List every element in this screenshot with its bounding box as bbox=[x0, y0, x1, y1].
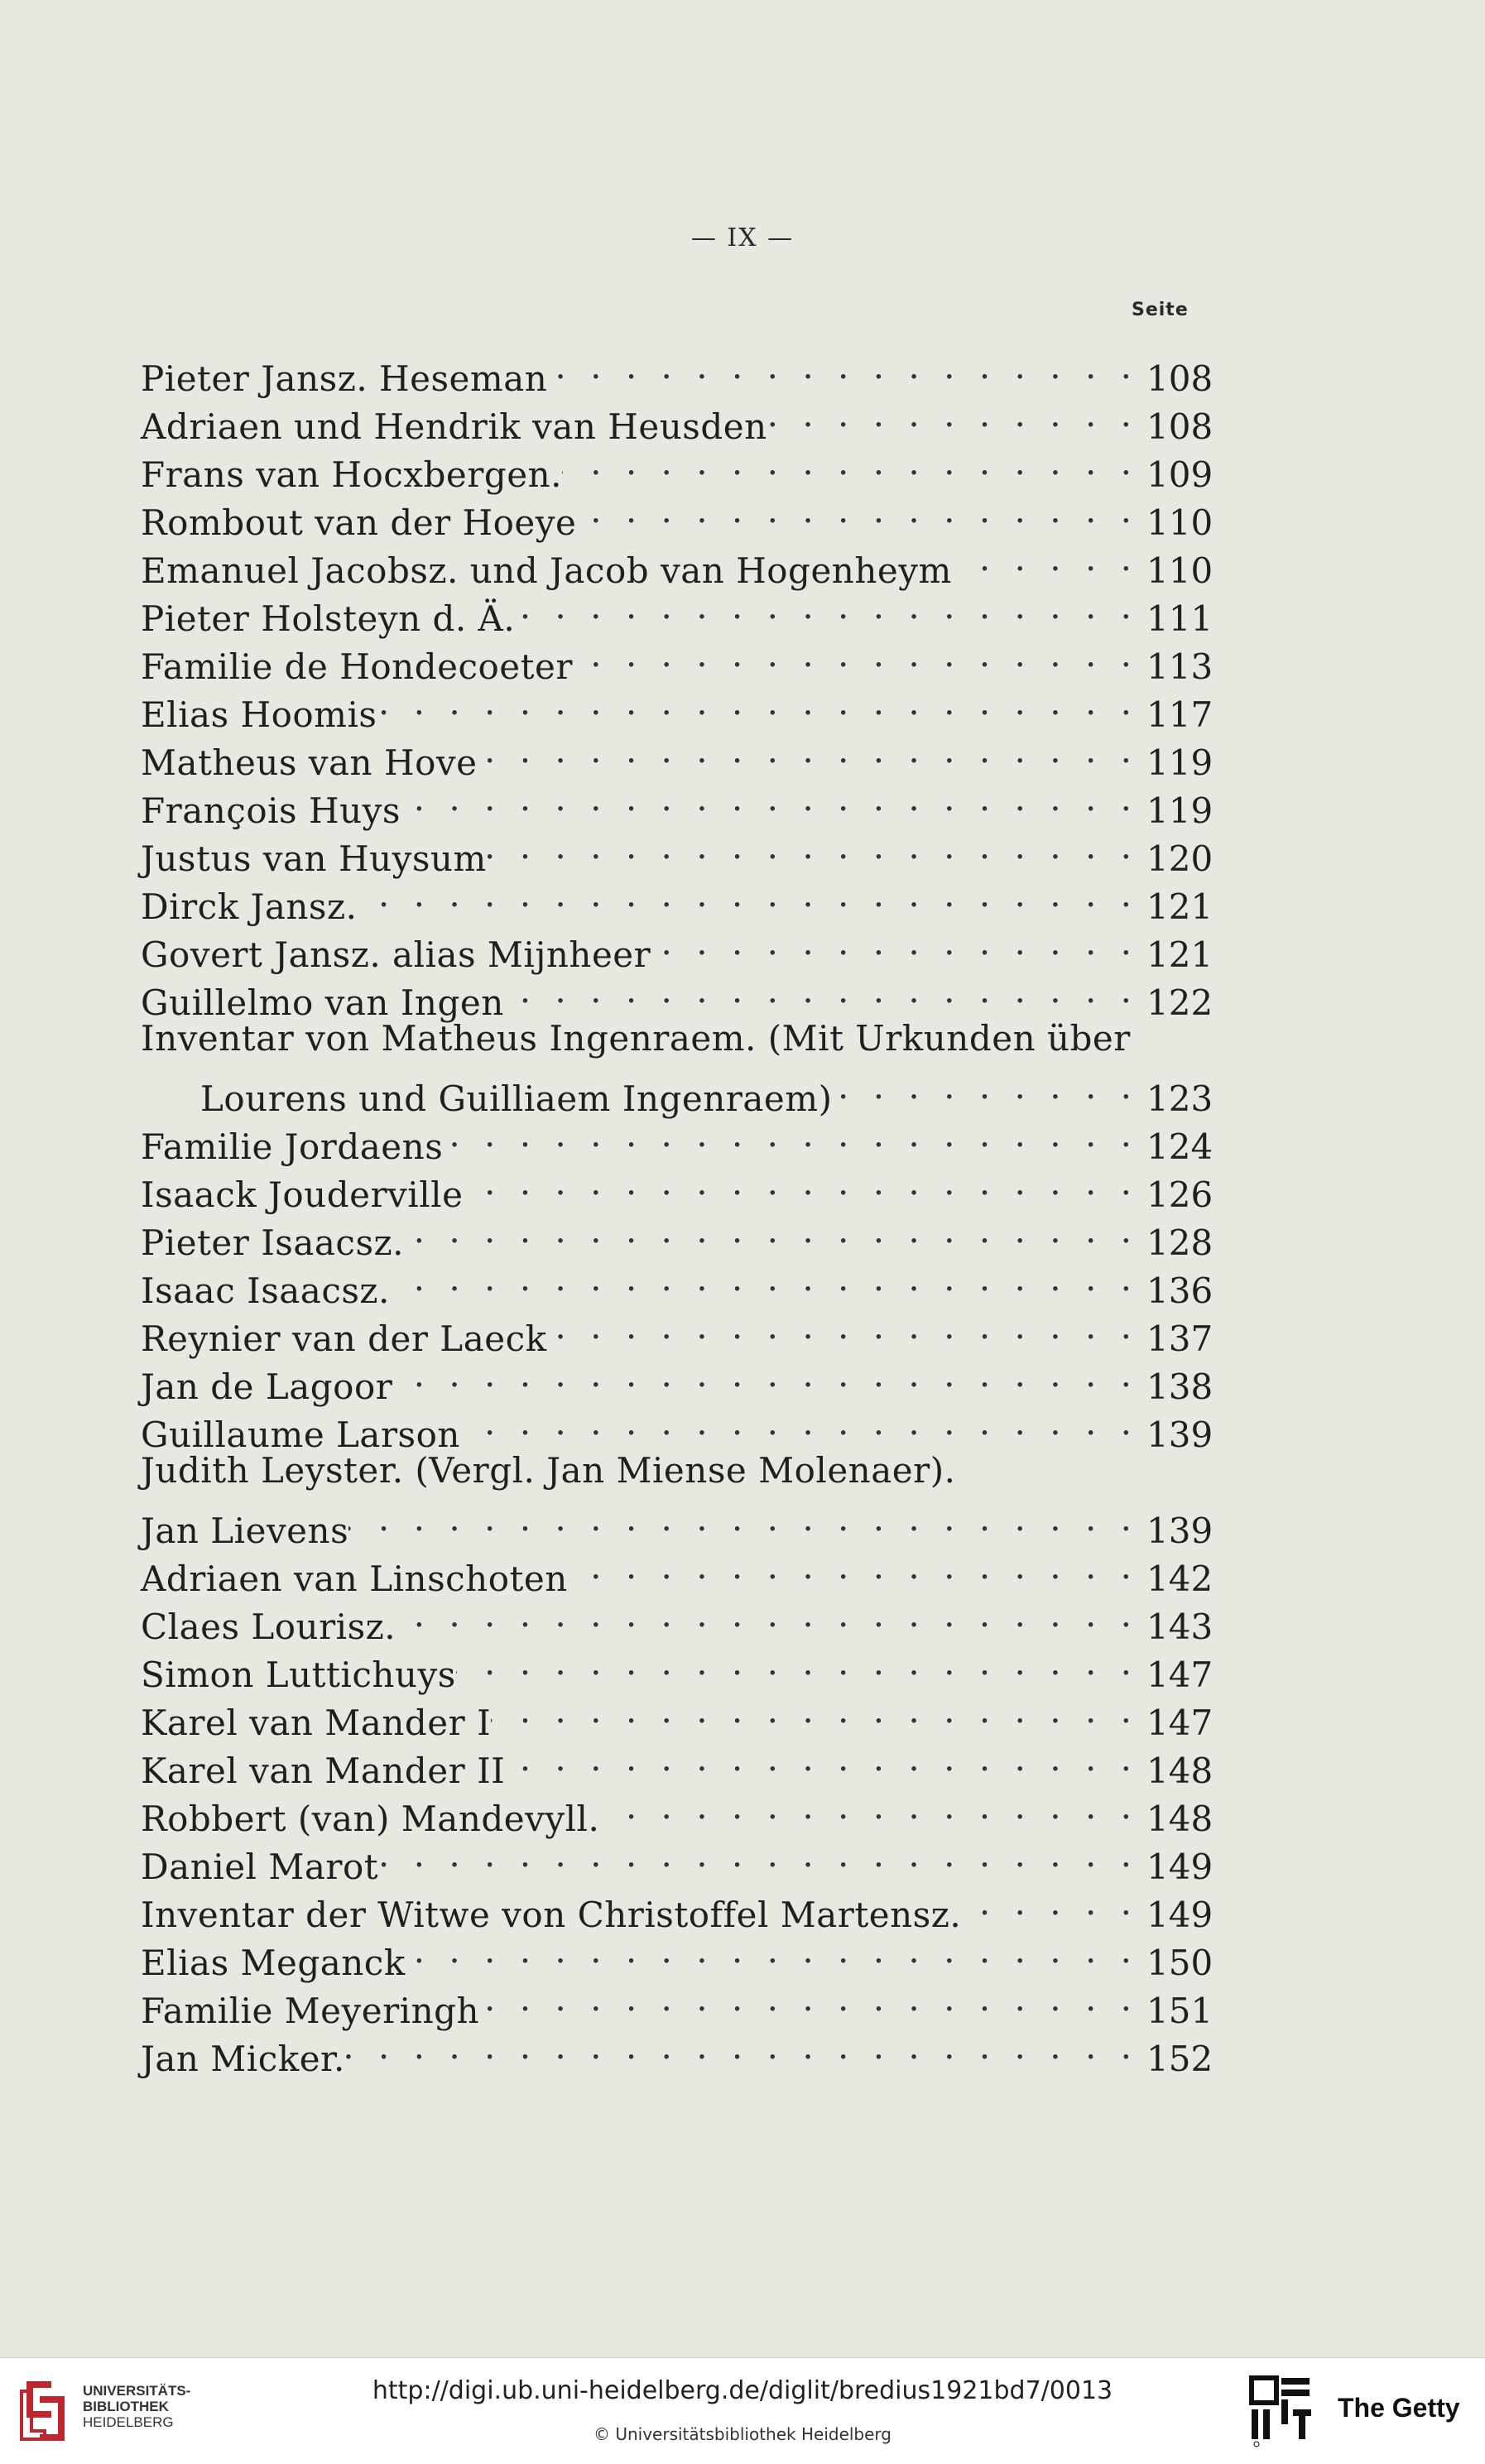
toc-entry-name: Elias Meganck bbox=[141, 1943, 406, 1983]
leader-dots bbox=[477, 727, 1146, 775]
leader-dots bbox=[348, 1495, 1146, 1543]
toc-entry-page: 120 bbox=[1146, 838, 1213, 879]
leader-dots bbox=[599, 1783, 1146, 1831]
leader-dots bbox=[487, 823, 1146, 871]
table-of-contents bbox=[141, 343, 1213, 2079]
toc-entry-name: Guillelmo van Ingen bbox=[141, 982, 504, 1023]
leader-dots bbox=[401, 775, 1146, 823]
toc-entry-page: 149 bbox=[1146, 1847, 1213, 1887]
toc-entry-name: Pieter Jansz. Heseman bbox=[141, 358, 548, 399]
toc-entry-page: 151 bbox=[1146, 1991, 1213, 2031]
toc-entry-name: Claes Lourisz. bbox=[141, 1607, 396, 1647]
leader-dots bbox=[378, 1831, 1146, 1879]
toc-entry-page: 113 bbox=[1146, 646, 1213, 687]
toc-entry bbox=[141, 1495, 1213, 1551]
toc-entry-page: 119 bbox=[1146, 742, 1213, 783]
toc-entry-name: Simon Luttichuys bbox=[141, 1655, 456, 1695]
toc-entry-page: 138 bbox=[1146, 1366, 1213, 1407]
leader-dots bbox=[404, 1207, 1146, 1255]
leader-dots bbox=[952, 535, 1146, 583]
leader-dots bbox=[479, 1975, 1146, 2023]
toc-entry-name: Emanuel Jacobsz. und Jacob van Hogenheym bbox=[141, 550, 952, 591]
toc-entry-name: Inventar der Witwe von Christoffel Martensz. bbox=[141, 1895, 962, 1935]
toc-entry-name: Jan Micker. bbox=[141, 2039, 345, 2079]
toc-entry-page: 108 bbox=[1146, 358, 1213, 399]
leader-dots bbox=[396, 1591, 1146, 1639]
leader-dots bbox=[357, 871, 1146, 919]
toc-entry-name: Jan Lievens bbox=[141, 1511, 349, 1551]
toc-entry-page: 139 bbox=[1146, 1415, 1213, 1455]
toc-entry-name: Elias Hoomis bbox=[141, 694, 377, 735]
toc-entry-name: Robbert (van) Mandevyll. bbox=[141, 1799, 600, 1839]
leader-dots bbox=[406, 1927, 1146, 1975]
leader-dots bbox=[456, 1639, 1146, 1687]
toc-entry-page: 136 bbox=[1146, 1270, 1213, 1311]
library-line-3: HEIDELBERG bbox=[83, 2414, 174, 2430]
toc-entry-name: Karel van Mander II bbox=[141, 1751, 506, 1791]
toc-entry-page: 148 bbox=[1146, 1751, 1213, 1791]
toc-entry-name: Justus van Huysum bbox=[141, 838, 487, 879]
toc-entry-page: 109 bbox=[1146, 454, 1213, 495]
leader-dots bbox=[573, 631, 1146, 679]
toc-entry-page: 126 bbox=[1146, 1174, 1213, 1215]
toc-entry-page: 142 bbox=[1146, 1559, 1213, 1599]
toc-entry-page: 128 bbox=[1146, 1222, 1213, 1263]
toc-entry-name: Adriaen und Hendrik van Heusden bbox=[141, 406, 767, 447]
toc-entry-page: 117 bbox=[1146, 694, 1213, 735]
leader-dots bbox=[460, 1399, 1146, 1447]
toc-entry-name: Rombout van der Hoeye bbox=[141, 502, 577, 543]
toc-entry-name: Daniel Marot bbox=[141, 1847, 379, 1887]
leader-dots bbox=[961, 1879, 1146, 1927]
toc-entry-page: 122 bbox=[1146, 982, 1213, 1023]
toc-entry bbox=[141, 1447, 1213, 1495]
getty-label: The Getty bbox=[1338, 2393, 1460, 2423]
toc-entry-name: Jan de Lagoor bbox=[141, 1366, 393, 1407]
toc-entry-name: Familie de Hondecoeter bbox=[141, 646, 573, 687]
toc-entry-name: Adriaen van Linschoten bbox=[141, 1559, 568, 1599]
toc-entry bbox=[141, 1015, 1213, 1063]
copyright-notice: © Universitätsbibliothek Heidelberg bbox=[593, 2424, 891, 2444]
toc-entry bbox=[141, 1063, 1213, 1119]
toc-entry-page: 143 bbox=[1146, 1607, 1213, 1647]
permalink-url[interactable]: http://digi.ub.uni-heidelberg.de/diglit/bredius1921bd7/0013 bbox=[372, 2376, 1113, 2405]
leader-dots bbox=[547, 1303, 1146, 1351]
library-line-1: UNIVERSITÄTS- bbox=[83, 2383, 191, 2399]
leader-dots bbox=[491, 1687, 1146, 1735]
toc-entry-name: Isaac Isaacsz. bbox=[141, 1270, 390, 1311]
toc-entry-page: 121 bbox=[1146, 934, 1213, 975]
toc-entry-page: 110 bbox=[1146, 550, 1213, 591]
toc-entry-name: Matheus van Hove bbox=[141, 742, 478, 783]
page-number-header: — IX — bbox=[690, 223, 795, 252]
toc-entry-page: 137 bbox=[1146, 1318, 1213, 1359]
toc-entry-name: Inventar von Matheus Ingenraem. (Mit Urkunden über bbox=[141, 1018, 1131, 1059]
toc-entry-name: Pieter Holsteyn d. Ä. bbox=[141, 598, 516, 639]
toc-entry-page: 150 bbox=[1146, 1943, 1213, 1983]
toc-entry-name: Lourens und Guilliaem Ingenraem) bbox=[200, 1078, 833, 1119]
toc-entry-page: 148 bbox=[1146, 1799, 1213, 1839]
leader-dots bbox=[832, 1063, 1146, 1111]
leader-dots bbox=[463, 1159, 1146, 1207]
toc-entry-name: Isaack Jouderville bbox=[141, 1174, 464, 1215]
leader-dots bbox=[568, 1543, 1146, 1591]
toc-entry-page: 119 bbox=[1146, 790, 1213, 831]
toc-entry-name: Reynier van der Laeck bbox=[141, 1318, 547, 1359]
leader-dots bbox=[443, 1111, 1146, 1159]
toc-entry-name: Pieter Isaacsz. bbox=[141, 1222, 404, 1263]
leader-dots bbox=[651, 919, 1146, 967]
leader-dots bbox=[547, 343, 1146, 391]
toc-entry-name: Frans van Hocxbergen. bbox=[141, 454, 562, 495]
toc-entry-name: Dirck Jansz. bbox=[141, 886, 358, 927]
toc-entry-page: 123 bbox=[1146, 1078, 1213, 1119]
leader-dots bbox=[390, 1255, 1146, 1303]
leader-dots bbox=[562, 439, 1146, 487]
toc-entry-name: Guillaume Larson bbox=[141, 1415, 460, 1455]
toc-entry-page: 147 bbox=[1146, 1655, 1213, 1695]
leader-dots bbox=[505, 1735, 1146, 1783]
toc-entry-page: 147 bbox=[1146, 1703, 1213, 1743]
leader-dots bbox=[392, 1351, 1146, 1399]
toc-entry-page: 111 bbox=[1146, 598, 1213, 639]
toc-entry-name: François Huys bbox=[141, 790, 401, 831]
leader-dots bbox=[377, 679, 1146, 727]
toc-entry-name: Govert Jansz. alias Mijnheer bbox=[141, 934, 651, 975]
column-label-seite: Seite bbox=[1132, 300, 1189, 320]
leader-dots bbox=[576, 487, 1146, 535]
leader-dots bbox=[345, 2023, 1146, 2071]
toc-entry-page: 110 bbox=[1146, 502, 1213, 543]
toc-entry-page: 124 bbox=[1146, 1126, 1213, 1167]
toc-entry-name: Familie Jordaens bbox=[141, 1126, 444, 1167]
toc-entry-page: 149 bbox=[1146, 1895, 1213, 1935]
toc-entry-page: 152 bbox=[1146, 2039, 1213, 2079]
toc-entry-name: Judith Leyster. (Vergl. Jan Miense Molenaer). bbox=[141, 1450, 956, 1491]
leader-dots bbox=[504, 967, 1146, 1015]
toc-entry-page: 108 bbox=[1146, 406, 1213, 447]
toc-entry-page: 121 bbox=[1146, 886, 1213, 927]
library-line-2: BIBLIOTHEK bbox=[83, 2399, 169, 2414]
footer-bar bbox=[0, 2357, 1485, 2464]
toc-entry-name: Familie Meyeringh bbox=[141, 1991, 480, 2031]
toc-entry bbox=[141, 343, 1213, 399]
leader-dots bbox=[515, 583, 1146, 631]
toc-entry-name: Karel van Mander I bbox=[141, 1703, 492, 1743]
leader-dots bbox=[767, 391, 1146, 439]
getty-logo-icon bbox=[1248, 2375, 1314, 2447]
toc-entry-page: 139 bbox=[1146, 1511, 1213, 1551]
